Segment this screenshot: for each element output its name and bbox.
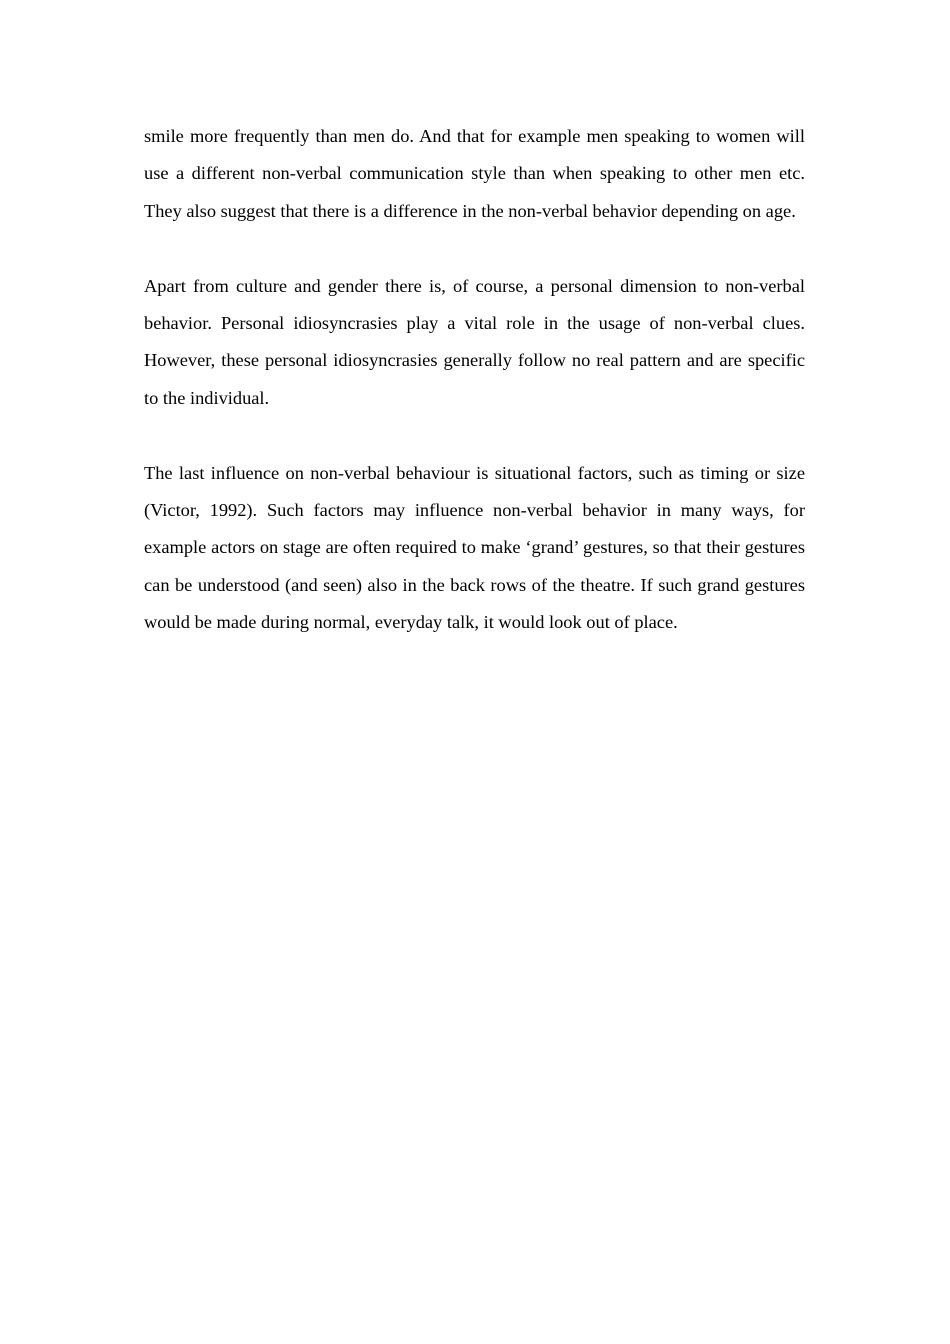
paragraph-1: smile more frequently than men do. And that for example men speaking to women will use a different non-verbal communication style than when speaking to other men etc. They also suggest that there is a difference in the non-verbal behavior depending on age. [144, 126, 805, 221]
paragraph-3: The last influence on non-verbal behaviour is situational factors, such as timing or size (Victor, 1992). Such factors may influence non-verbal behavior in many ways, for example actors on stage are often required to make ‘grand’ gestures, so that their gestures can be understood (and seen) also in the back rows of the theatre. If such grand gestures would be made during normal, everyday talk, it would look out of place. [144, 462, 805, 633]
body-text [144, 118, 805, 679]
paragraph-2: Apart from culture and gender there is, of course, a personal dimension to non-verbal behavior. Personal idiosyncrasies play a vital role in the usage of non-verbal clues. However, these personal idiosyncrasies generally follow no real pattern and are specific to the individual. [144, 275, 805, 408]
